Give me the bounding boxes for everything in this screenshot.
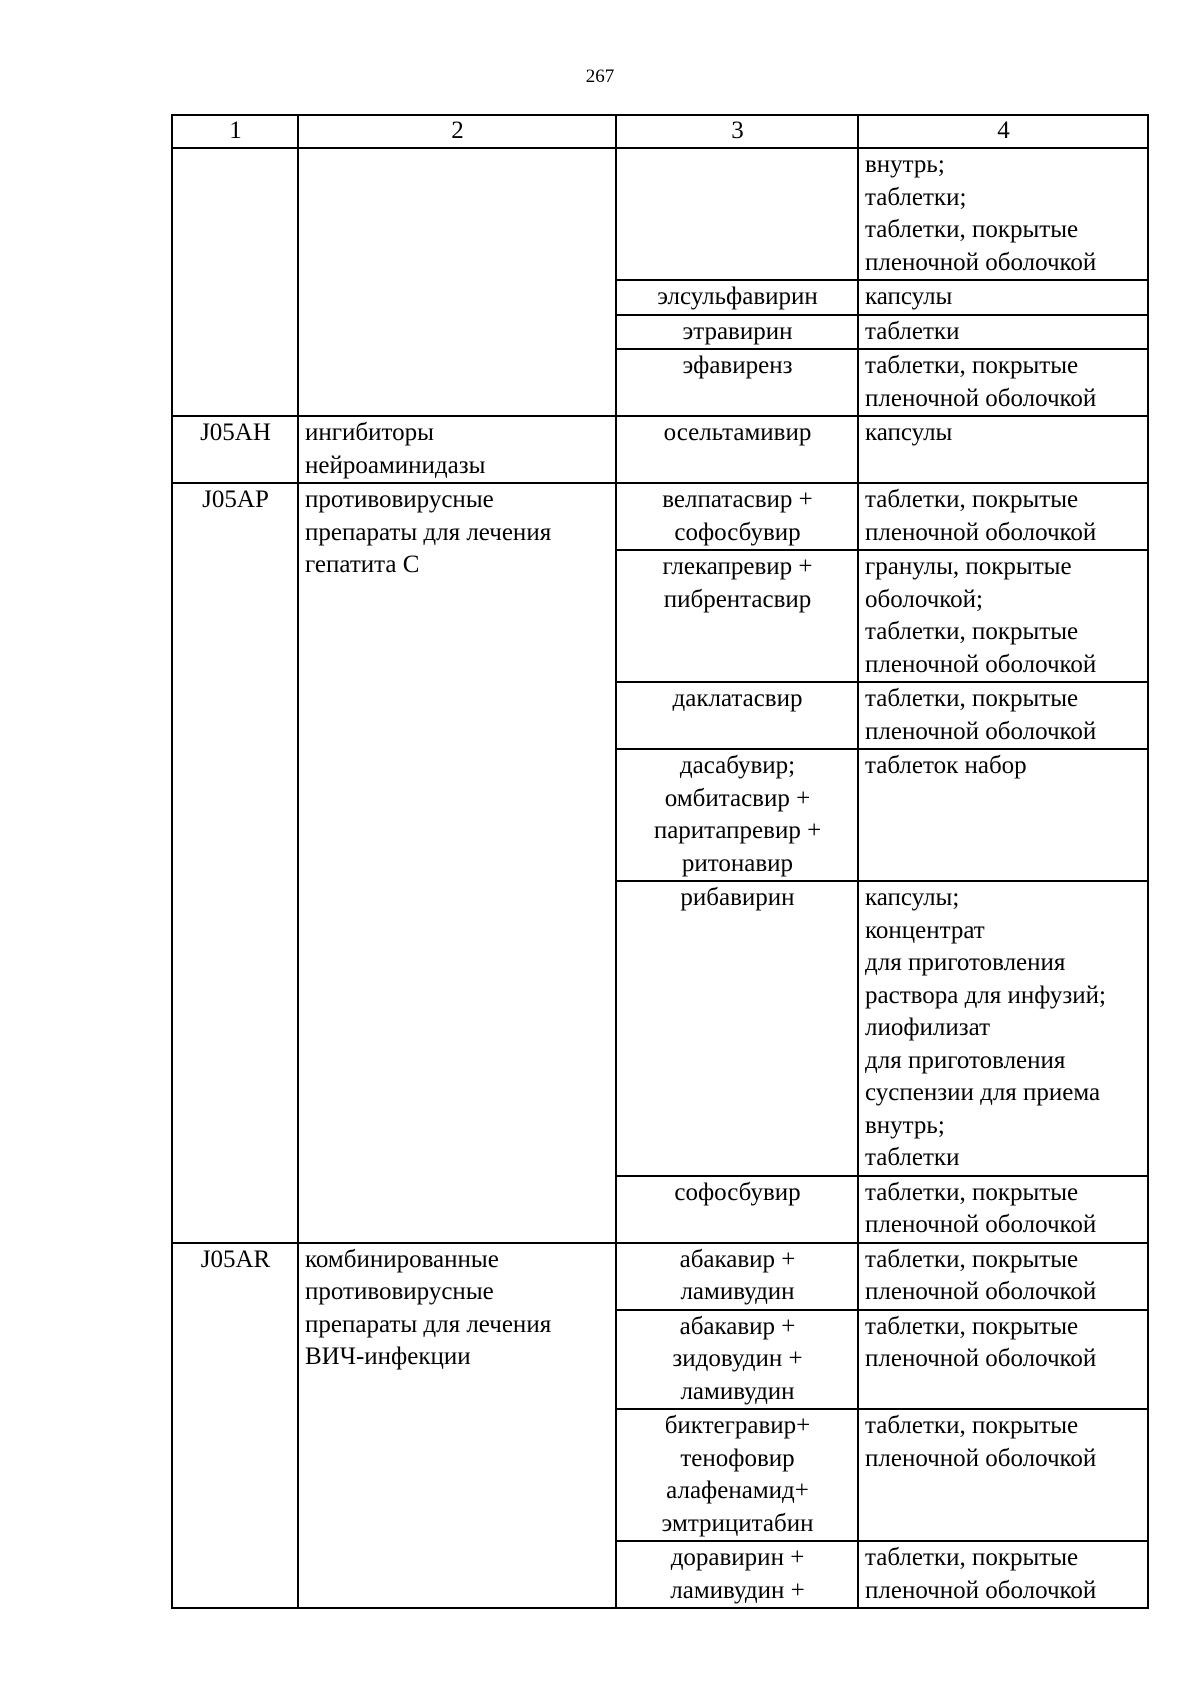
dosage-form-cell xyxy=(858,1409,1148,1541)
dosage-form-line: таблетки, покрытые xyxy=(865,685,1079,712)
drug-name-line: зидовудин + xyxy=(672,1345,803,1372)
dosage-form-cell xyxy=(858,1541,1148,1608)
drug-table xyxy=(171,114,1149,1609)
dosage-form-line: пленочной оболочкой xyxy=(865,1278,1097,1305)
dosage-form-line: капсулы xyxy=(865,283,953,310)
dosage-form-line: пленочной оболочкой xyxy=(865,717,1097,745)
dosage-form-line: пленочной оболочкой xyxy=(865,1211,1097,1238)
drug-name-line: эфавиренз xyxy=(682,352,793,379)
drug-name-cell xyxy=(616,280,858,315)
table-body xyxy=(172,148,1148,1608)
dosage-form-cell xyxy=(858,416,1148,483)
drug-name-line: элсульфавирин xyxy=(657,283,818,310)
dosage-form-cell xyxy=(858,315,1148,350)
drug-name-cell xyxy=(616,550,858,682)
table-row xyxy=(172,416,1148,483)
group-name-line: нейроаминидазы xyxy=(305,451,486,479)
dosage-form-line: пленочной оболочкой xyxy=(865,384,1097,412)
group-name-cell xyxy=(298,1243,616,1609)
drug-name-cell xyxy=(616,483,858,550)
dosage-form-line: таблетки, покрытые xyxy=(865,352,1079,379)
drug-name-cell xyxy=(616,349,858,416)
header-col-2: 2 xyxy=(298,115,616,148)
dosage-form-cell xyxy=(858,1310,1148,1410)
drug-name-cell xyxy=(616,315,858,350)
drug-name-cell xyxy=(616,1409,858,1541)
dosage-form-cell xyxy=(858,349,1148,416)
drug-name-line: глекапревир + xyxy=(662,553,813,580)
group-name-line: препараты для лечения xyxy=(305,518,552,546)
dosage-form-line: таблетки xyxy=(865,317,960,345)
drug-name-cell xyxy=(616,1541,858,1608)
table-row xyxy=(172,1243,1148,1310)
group-name-line: ВИЧ-инфекции xyxy=(305,1343,471,1370)
group-name-cell xyxy=(298,483,616,1243)
drug-name-line: велпатасвир + xyxy=(662,486,813,513)
drug-name-line: омбитасвир + xyxy=(664,784,811,812)
drug-name-line: осельтамивир xyxy=(663,419,812,446)
dosage-form-line: таблетки xyxy=(865,1144,960,1171)
dosage-form-cell xyxy=(858,550,1148,682)
table-row xyxy=(172,483,1148,550)
drug-name-line: рибавирин xyxy=(680,884,795,911)
drug-name-line: ламивудин xyxy=(680,1377,795,1405)
dosage-form-cell xyxy=(858,280,1148,315)
group-name-line: противовирусные xyxy=(305,1278,494,1305)
group-name-line: гепатита C xyxy=(305,551,420,578)
dosage-form-line: таблетки, покрытые xyxy=(865,1412,1079,1439)
dosage-form-cell xyxy=(858,148,1148,280)
drug-name-line: доравирин + xyxy=(670,1544,805,1571)
dosage-form-line: пленочной оболочкой xyxy=(865,1345,1097,1372)
page-number: 267 xyxy=(585,66,615,87)
drug-name-line: абакавир + xyxy=(679,1312,796,1340)
dosage-form-line: таблетки, покрытые xyxy=(865,1245,1079,1273)
dosage-form-line: таблетки, покрытые xyxy=(865,618,1079,645)
drug-name-line: ламивудин xyxy=(680,1278,795,1305)
group-name-line: препараты для лечения xyxy=(305,1310,552,1338)
dosage-form-line: внутрь; xyxy=(865,1111,945,1139)
dosage-form-line: таблетки, покрытые xyxy=(865,216,1079,243)
dosage-form-line: лиофилизат xyxy=(865,1014,991,1041)
dosage-form-line: пленочной оболочкой xyxy=(865,248,1097,276)
atc-code-cell: J05AP xyxy=(172,483,298,1243)
atc-code-cell: J05AR xyxy=(172,1243,298,1609)
drug-name-line: этравирин xyxy=(682,317,793,345)
drug-name-cell xyxy=(616,1243,858,1310)
drug-name-line: даклатасвир xyxy=(672,685,803,712)
dosage-form-line: таблетки, покрытые xyxy=(865,1178,1079,1206)
dosage-form-cell xyxy=(858,483,1148,550)
dosage-form-line: суспензии для приема xyxy=(865,1079,1101,1106)
dosage-form-line: пленочной оболочкой xyxy=(865,518,1097,546)
drug-name-line: пибрентасвир xyxy=(663,585,812,613)
dosage-form-line: пленочной оболочкой xyxy=(865,1576,1097,1604)
drug-name-line: эмтрицитабин xyxy=(661,1509,814,1537)
dosage-form-cell xyxy=(858,682,1148,749)
dosage-form-line: таблетки, покрытые xyxy=(865,1312,1079,1340)
dosage-form-line: таблетки; xyxy=(865,183,967,211)
drug-name-cell xyxy=(616,881,858,1176)
header-col-3: 3 xyxy=(616,115,858,148)
group-name-cell xyxy=(298,148,616,416)
dosage-form-line: пленочной оболочкой xyxy=(865,650,1097,678)
drug-name-line: паритапревир + xyxy=(653,817,822,844)
drug-name-line: абакавир + xyxy=(679,1245,796,1273)
dosage-form-cell xyxy=(858,749,1148,881)
header-col-4: 4 xyxy=(858,115,1148,148)
drug-name-cell xyxy=(616,148,858,280)
dosage-form-line: таблеток набор xyxy=(865,752,1027,779)
dosage-form-line: таблетки, покрытые xyxy=(865,1544,1079,1571)
drug-name-cell xyxy=(616,682,858,749)
drug-name-line: софосбувир xyxy=(674,1178,801,1206)
drug-name-line: тенофовир xyxy=(680,1444,795,1472)
dosage-form-line: таблетки, покрытые xyxy=(865,486,1079,513)
drug-name-line: дасабувир; xyxy=(679,752,796,779)
dosage-form-line: концентрат xyxy=(865,916,985,944)
dosage-form-line: гранулы, покрытые xyxy=(865,553,1072,580)
group-name-cell xyxy=(298,416,616,483)
dosage-form-line: для приготовления xyxy=(865,949,1066,976)
drug-name-cell xyxy=(616,1176,858,1243)
table-row xyxy=(172,148,1148,280)
dosage-form-line: пленочной оболочкой xyxy=(865,1444,1097,1472)
group-name-line: комбинированные xyxy=(305,1245,499,1273)
dosage-form-cell xyxy=(858,1243,1148,1310)
group-name-line: противовирусные xyxy=(305,486,494,513)
atc-code-cell: J05AH xyxy=(172,416,298,483)
drug-name-line: ламивудин + xyxy=(670,1576,805,1604)
header-col-1: 1 xyxy=(172,115,298,148)
drug-name-cell xyxy=(616,416,858,483)
dosage-form-line: капсулы xyxy=(865,419,953,446)
drug-name-line: алафенамид+ xyxy=(666,1477,809,1504)
dosage-form-cell xyxy=(858,1176,1148,1243)
dosage-form-line: капсулы; xyxy=(865,884,960,911)
drug-name-cell xyxy=(616,1310,858,1410)
drug-name-cell xyxy=(616,749,858,881)
dosage-form-line: для приготовления xyxy=(865,1046,1066,1074)
dosage-form-line: раствора для инфузий; xyxy=(865,981,1106,1009)
group-name-line: ингибиторы xyxy=(305,419,434,446)
drug-name-line: биктегравир+ xyxy=(664,1412,811,1439)
drug-name-line: ритонавир xyxy=(681,849,794,877)
dosage-form-cell xyxy=(858,881,1148,1176)
drug-name-line: софосбувир xyxy=(674,518,801,546)
header-row xyxy=(172,115,1148,148)
dosage-form-line: внутрь; xyxy=(865,151,945,178)
atc-code-cell xyxy=(172,148,298,416)
dosage-form-line: оболочкой; xyxy=(865,585,983,613)
